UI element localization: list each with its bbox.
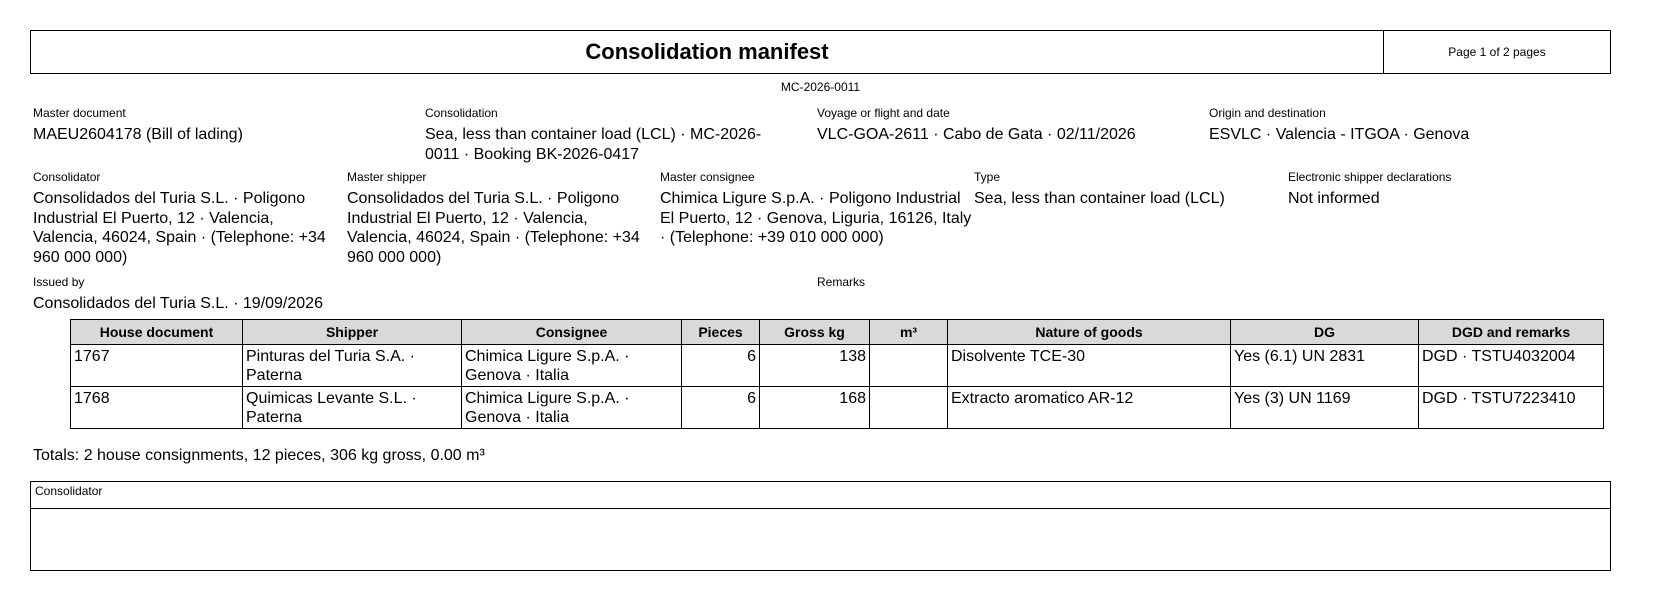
- cell-gross-kg: 168: [760, 387, 870, 429]
- master-document-label: Master document: [33, 106, 126, 120]
- master-consignee-field: [660, 170, 972, 248]
- signature-box-label: Consolidator: [31, 482, 1610, 509]
- column-header-consignee: Consignee: [462, 320, 682, 345]
- cell-dgd-remarks: DGD · TSTU4032004: [1419, 345, 1604, 387]
- master-document-field: [33, 106, 413, 145]
- origin-destination-label: Origin and destination: [1209, 106, 1326, 120]
- type-label: Type: [974, 170, 1001, 184]
- cell-nature-of-goods: Extracto aromatico AR-12: [948, 387, 1231, 429]
- remarks-field: [817, 275, 1517, 294]
- remarks-label: Remarks: [817, 275, 866, 289]
- cell-house-document: 1767: [71, 345, 243, 387]
- consolidation-value: Sea, less than container load (LCL) · MC-2026-0011 · Booking BK-2026-0417: [425, 126, 762, 163]
- column-header-dgd-remarks: DGD and remarks: [1419, 320, 1604, 345]
- electronic-declarations-field: [1288, 170, 1608, 209]
- cell-shipper: Quimicas Levante S.L. · Paterna: [243, 387, 462, 429]
- master-shipper-label: Master shipper: [347, 170, 427, 184]
- issued-by-label: Issued by: [33, 275, 85, 289]
- column-header-house-document: House document: [71, 320, 243, 345]
- column-header-gross-kg: Gross kg: [760, 320, 870, 345]
- cell-house-document: 1768: [71, 387, 243, 429]
- voyage-value: VLC-GOA-2611 · Cabo de Gata · 02/11/2026: [817, 126, 1136, 143]
- manifest-number: MC-2026-0011: [780, 80, 861, 94]
- consolidation-field: [425, 106, 785, 164]
- table-row: [71, 387, 1604, 429]
- electronic-declarations-value: Not informed: [1288, 190, 1380, 207]
- house-consignments-table: [70, 319, 1604, 429]
- cell-dgd-remarks: DGD · TSTU7223410: [1419, 387, 1604, 429]
- master-document-value: MAEU2604178 (Bill of lading): [33, 126, 243, 143]
- consolidation-label: Consolidation: [425, 106, 498, 120]
- column-header-pieces: Pieces: [682, 320, 760, 345]
- cell-consignee: Chimica Ligure S.p.A. · Genova · Italia: [462, 345, 682, 387]
- cell-pieces: 6: [682, 345, 760, 387]
- table-header-row: [71, 320, 1604, 345]
- electronic-declarations-label: Electronic shipper declarations: [1288, 170, 1452, 184]
- type-field: [974, 170, 1274, 209]
- totals-line: Totals: 2 house consignments, 12 pieces, 306 kg gross, 0.00 m³: [33, 447, 485, 464]
- column-header-volume: m³: [870, 320, 948, 345]
- title-box: [30, 30, 1611, 74]
- consolidator-label: Consolidator: [33, 170, 101, 184]
- master-shipper-value: Consolidados del Turia S.L. · Poligono Industrial El Puerto, 12 · Valencia, Valencia, 46024, Spain · (Telephone: +34 960 000 000): [347, 190, 640, 266]
- column-header-shipper: Shipper: [243, 320, 462, 345]
- cell-pieces: 6: [682, 387, 760, 429]
- origin-destination-field: [1209, 106, 1609, 145]
- page-indicator: Page 1 of 2 pages: [1448, 45, 1546, 59]
- cell-volume: [870, 387, 948, 429]
- column-header-nature-of-goods: Nature of goods: [948, 320, 1231, 345]
- cell-shipper: Pinturas del Turia S.A. · Paterna: [243, 345, 462, 387]
- consolidator-field: [33, 170, 341, 267]
- master-consignee-value: Chimica Ligure S.p.A. · Poligono Industrial El Puerto, 12 · Genova, Liguria, 16126, Italy · (Telephone: +39 010 000 000): [660, 190, 972, 246]
- cell-dg: Yes (6.1) UN 2831: [1231, 345, 1419, 387]
- document-title: Consolidation manifest: [585, 39, 829, 64]
- cell-dg: Yes (3) UN 1169: [1231, 387, 1419, 429]
- cell-volume: [870, 345, 948, 387]
- master-shipper-field: [347, 170, 655, 267]
- issued-by-value: Consolidados del Turia S.L. · 19/09/2026: [33, 295, 323, 312]
- master-consignee-label: Master consignee: [660, 170, 755, 184]
- cell-nature-of-goods: Disolvente TCE-30: [948, 345, 1231, 387]
- consolidator-value: Consolidados del Turia S.L. · Poligono Industrial El Puerto, 12 · Valencia, Valencia, 46024, Spain · (Telephone: +34 960 000 000): [33, 190, 326, 266]
- table-row: [71, 345, 1604, 387]
- voyage-field: [817, 106, 1197, 145]
- cell-gross-kg: 138: [760, 345, 870, 387]
- consolidator-signature-box: [30, 481, 1611, 571]
- column-header-dg: DG: [1231, 320, 1419, 345]
- origin-destination-value: ESVLC · Valencia - ITGOA · Genova: [1209, 126, 1470, 143]
- issued-by-field: [33, 275, 733, 314]
- cell-consignee: Chimica Ligure S.p.A. · Genova · Italia: [462, 387, 682, 429]
- voyage-label: Voyage or flight and date: [817, 106, 950, 120]
- type-value: Sea, less than container load (LCL): [974, 190, 1225, 207]
